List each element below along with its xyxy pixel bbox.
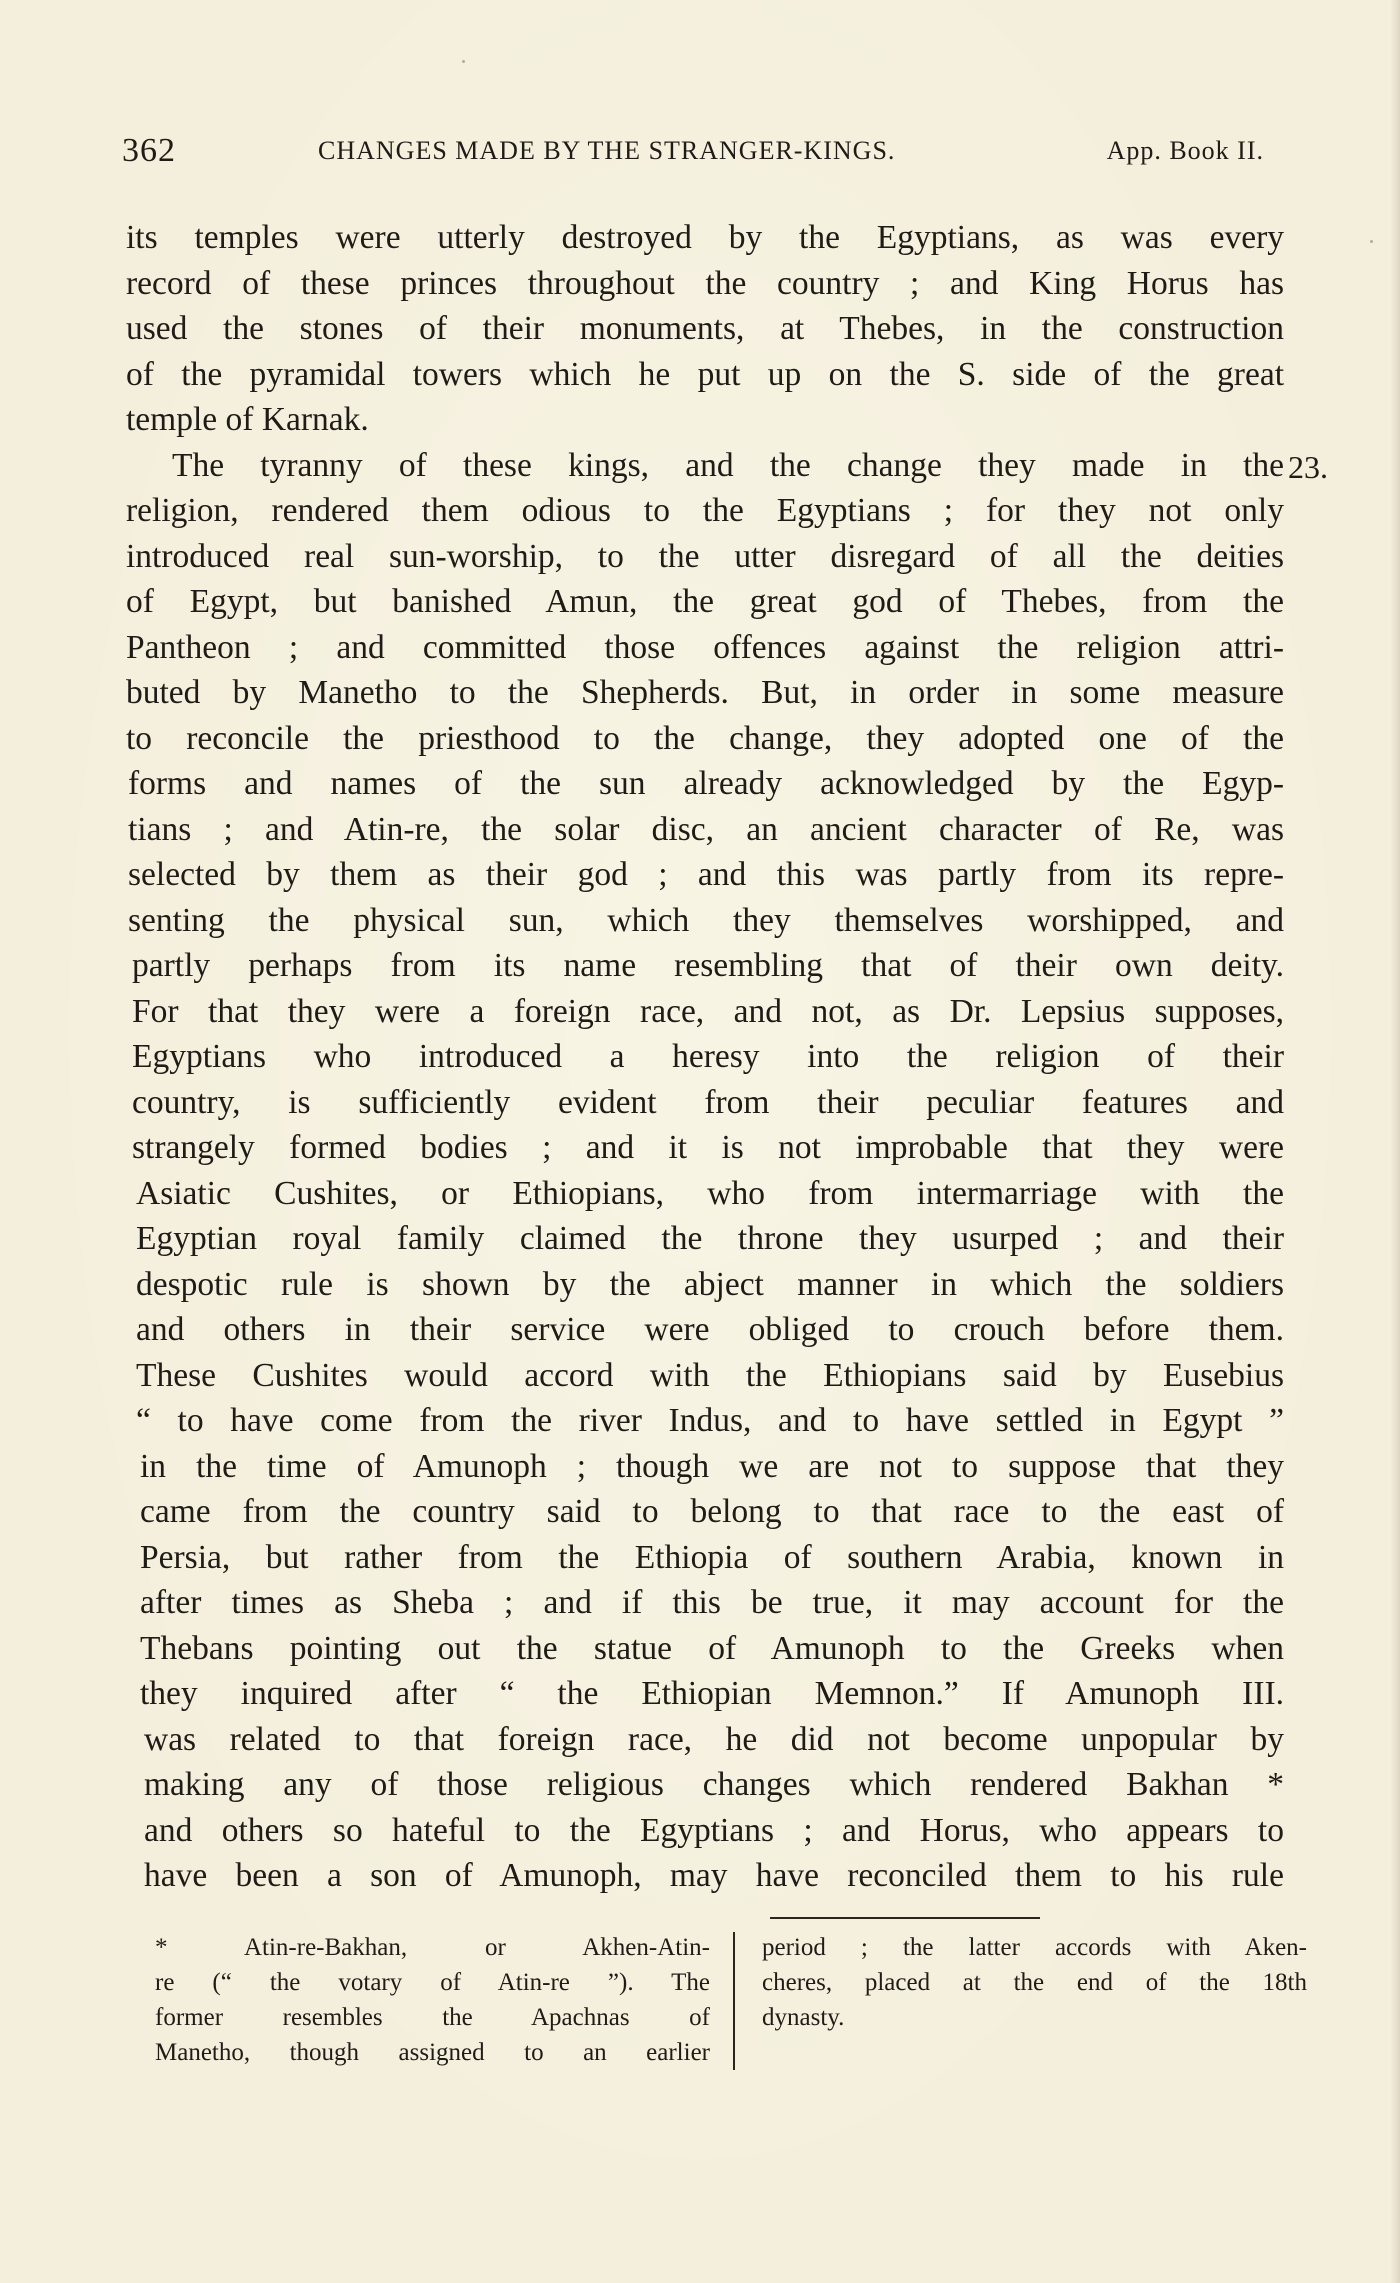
text-line: Egyptian royal family claimed the throne they usurped ; and their	[136, 1220, 1284, 1257]
paper-speck	[1370, 240, 1373, 243]
text-line: selected by them as their god ; and this was partly from its repre-	[128, 856, 1284, 893]
text-line: its temples were utterly destroyed by the Egyptians, as was every	[126, 219, 1284, 256]
running-book-reference: App. Book II.	[1106, 136, 1264, 165]
text-line: temple of Karnak.	[126, 401, 369, 438]
text-line: they inquired after “ the Ethiopian Memnon.” If Amunoph III.	[140, 1675, 1284, 1712]
footnote-left-column	[155, 1930, 710, 2070]
text-line: Persia, but rather from the Ethiopia of southern Arabia, known in	[140, 1538, 1284, 1576]
text-line: of the pyramidal towers which he put up on the S. side of the great	[126, 355, 1284, 393]
text-line: religion, rendered them odious to the Egyptians ; for they not only	[126, 492, 1284, 529]
text-line: have been a son of Amunoph, may have reconciled them to his rule	[144, 1857, 1284, 1894]
footnote-rule	[770, 1917, 1040, 1919]
running-header	[122, 132, 1272, 172]
page-edge-shadow	[1390, 0, 1400, 2283]
footnote-line: period ; the latter accords with Aken-	[762, 1934, 1307, 1961]
text-line: was related to that foreign race, he did not become unpopular by	[144, 1720, 1284, 1758]
footnote-line: Manetho, though assigned to an earlier	[155, 2039, 710, 2066]
text-line: Thebans pointing out the statue of Amunoph to the Greeks when	[140, 1629, 1284, 1667]
text-line: and others in their service were obliged to crouch before them.	[136, 1311, 1284, 1348]
page-number: 362	[122, 132, 176, 169]
text-line: making any of those religious changes which rendered Bakhan *	[144, 1766, 1284, 1803]
text-line: used the stones of their monuments, at Thebes, in the construction	[126, 310, 1284, 347]
footnotes	[155, 1930, 1305, 2080]
text-line: introduced real sun-worship, to the utter disregard of all the deities	[126, 537, 1284, 575]
text-line: Asiatic Cushites, or Ethiopians, who from intermarriage with the	[136, 1174, 1284, 1212]
text-line: Pantheon ; and committed those offences against the religion attri-	[126, 628, 1284, 666]
text-line: to reconcile the priesthood to the change, they adopted one of the	[126, 719, 1284, 757]
text-line: after times as Sheba ; and if this be true, it may account for the	[140, 1584, 1284, 1621]
text-line: and others so hateful to the Egyptians ; and Horus, who appears to	[144, 1811, 1284, 1849]
text-line: record of these princes throughout the country ; and King Horus has	[126, 264, 1284, 302]
text-line: “ to have come from the river Indus, and to have settled in Egypt ”	[136, 1402, 1284, 1439]
running-title: CHANGES MADE BY THE STRANGER-KINGS.	[318, 136, 896, 165]
footnote-column-divider	[733, 1932, 735, 2070]
footnote-line: former resembles the Apachnas of	[155, 2004, 710, 2031]
main-text	[126, 215, 1284, 1899]
footnote-right-column	[762, 1930, 1307, 2035]
text-line: despotic rule is shown by the abject manner in which the soldiers	[136, 1265, 1284, 1303]
margin-section-number: 23.	[1288, 449, 1328, 485]
footnote-line: dynasty.	[762, 2004, 845, 2031]
text-line: These Cushites would accord with the Ethiopians said by Eusebius	[136, 1356, 1284, 1394]
footnote-line: cheres, placed at the end of the 18th	[762, 1969, 1307, 1996]
text-line: For that they were a foreign race, and not, as Dr. Lepsius supposes,	[132, 992, 1284, 1030]
text-line: strangely formed bodies ; and it is not improbable that they were	[132, 1129, 1284, 1166]
text-line: came from the country said to belong to that race to the east of	[140, 1493, 1284, 1530]
text-line: buted by Manetho to the Shepherds. But, in order in some measure	[126, 674, 1284, 711]
text-line: senting the physical sun, which they themselves worshipped, and	[128, 901, 1284, 939]
text-line: The tyranny of these kings, and the change they made in the	[172, 446, 1284, 484]
footnote-line: * Atin-re-Bakhan, or Akhen-Atin-	[155, 1934, 710, 1961]
paper-speck	[462, 60, 465, 63]
text-line: in the time of Amunoph ; though we are not to suppose that they	[140, 1447, 1284, 1485]
text-line: tians ; and Atin-re, the solar disc, an ancient character of Re, was	[128, 810, 1284, 848]
text-line: partly perhaps from its name resembling that of their own deity.	[132, 947, 1284, 984]
text-line: forms and names of the sun already acknowledged by the Egyp-	[128, 765, 1284, 802]
footnote-line: re (“ the votary of Atin-re ”). The	[155, 1969, 710, 1996]
text-line: Egyptians who introduced a heresy into the religion of their	[132, 1038, 1284, 1075]
text-line: of Egypt, but banished Amun, the great god of Thebes, from the	[126, 583, 1284, 620]
text-line: country, is sufficiently evident from their peculiar features and	[132, 1083, 1284, 1121]
